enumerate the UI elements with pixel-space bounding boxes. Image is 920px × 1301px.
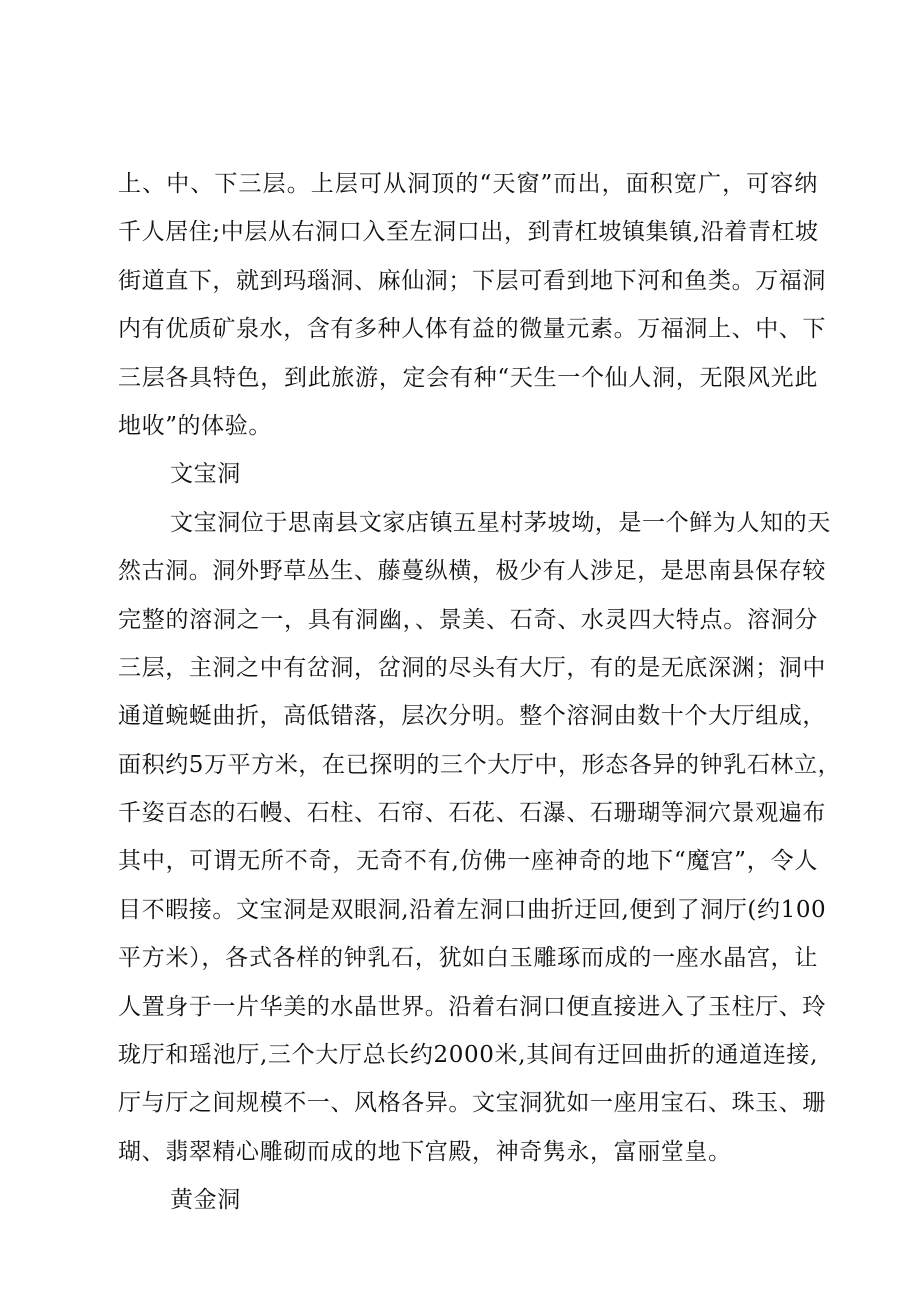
text-line: 完整的溶洞之一，具有洞幽，、景美、石奇、水灵四大特点。溶洞分	[118, 606, 818, 633]
paragraph-wanfu-cave-continued	[118, 160, 826, 450]
text-line: 三层各具特色，到此旅游，定会有种“天生一个仙人洞，无限风光此	[118, 364, 818, 391]
section-heading-wenbao-cave: 文宝洞	[170, 461, 241, 488]
text-line: 其中，可谓无所不奇，无奇不有,仿佛一座神奇的地下“魔宫”，令人	[118, 848, 818, 875]
text-line: 三层，主洞之中有岔洞，岔洞的尽头有大厅，有的是无底深渊；洞中	[118, 654, 826, 681]
text-line: 文宝洞位于思南县文家店镇五星村茅坡坳，是一个鲜为人知的天	[170, 509, 831, 536]
text-line: 千人居住;中层从右洞口入至左洞口出，到青杠坡镇集镇,沿着青杠坡	[118, 219, 819, 246]
text-line: 千姿百态的石幔、石柱、石帘、石花、石瀑、石珊瑚等洞穴景观遍布	[118, 800, 826, 827]
text-line: 通道蜿蜒曲折，高低错落，层次分明。整个溶洞由数十个大厅组成，	[118, 703, 826, 730]
document-body	[118, 160, 842, 1225]
text-line: 瑚、翡翠精心雕砌而成的地下宫殿，神奇隽永，富丽堂皇。	[118, 1138, 732, 1165]
paragraph-wenbao-cave	[118, 499, 842, 1176]
text-line: 人置身于一片华美的水晶世界。沿着右洞口便直接进入了玉柱厅、玲	[118, 993, 826, 1020]
text-line: 珑厅和瑶池厅,三个大厅总长约2000米,其间有迂回曲折的通道连接,	[118, 1042, 818, 1069]
text-line: 然古洞。洞外野草丛生、藤蔓纵横，极少有人涉足，是思南县保存较	[118, 558, 826, 585]
text-line: 上、中、下三层。上层可从洞顶的“天窗”而出，面积宽广，可容纳	[118, 171, 818, 197]
text-line: 目不暇接。文宝洞是双眼洞,沿着左洞口曲折迂回,便到了洞厅(约100	[118, 896, 827, 923]
text-line: 地收”的体验。	[118, 412, 272, 439]
text-line: 面积约5万平方米，在已探明的三个大厅中，形态各异的钟乳石林立，	[118, 751, 842, 778]
text-line: 内有优质矿泉水，含有多种人体有益的微量元素。万福洞上、中、下	[118, 316, 826, 343]
section-heading-huangjin-cave: 黄金洞	[170, 1187, 241, 1214]
text-line: 平方米），各式各样的钟乳石，犹如白玉雕琢而成的一座水晶宫，让	[118, 945, 818, 972]
text-line: 街道直下，就到玛瑙洞、麻仙洞；下层可看到地下河和鱼类。万福洞	[118, 267, 826, 294]
text-line: 厅与厅之间规模不一、风格各异。文宝洞犹如一座用宝石、珠玉、珊	[118, 1090, 826, 1117]
